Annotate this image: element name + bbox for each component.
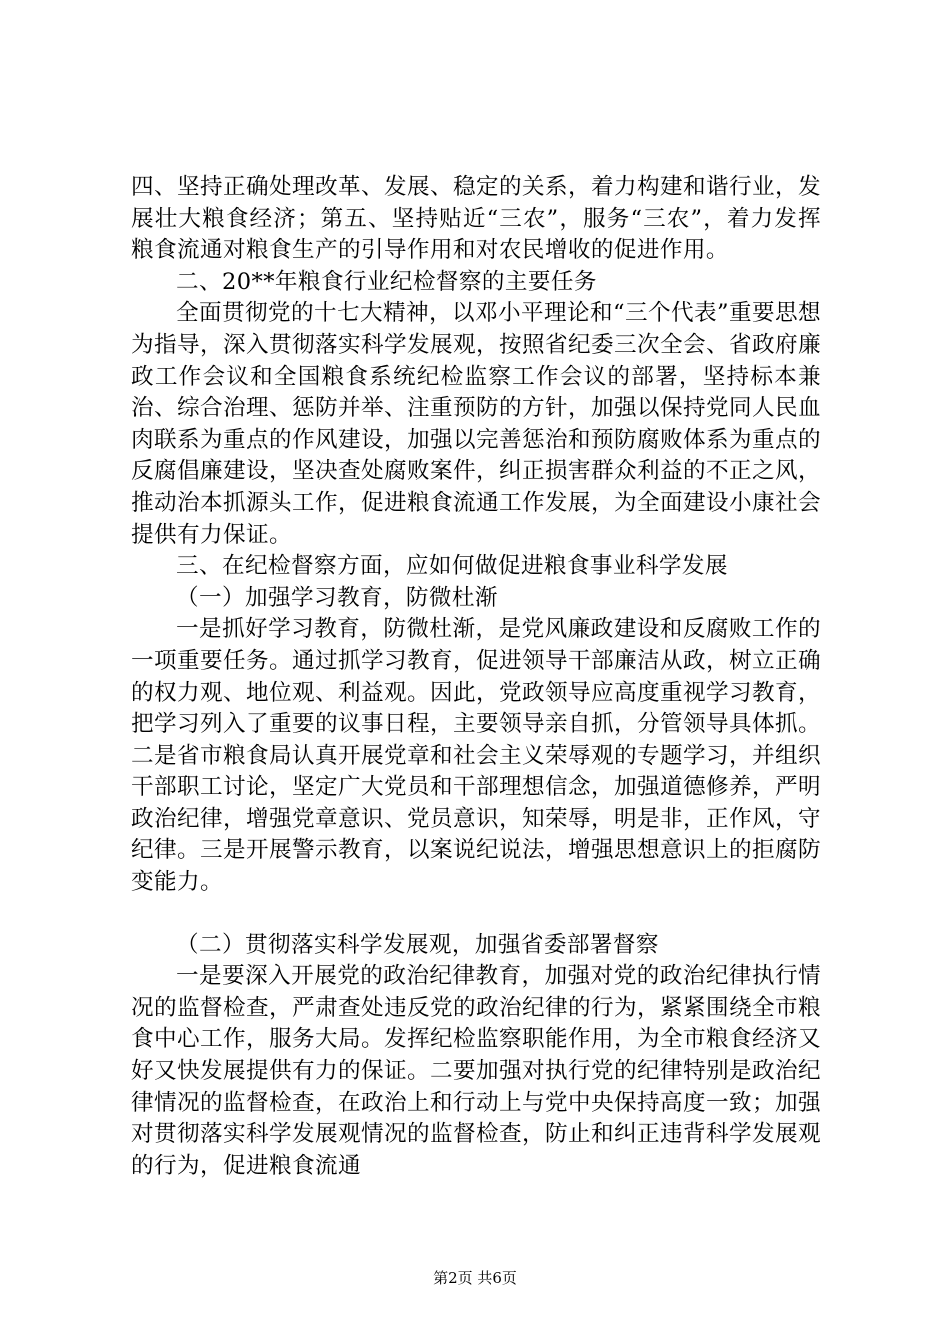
section-heading-3: 三、在纪检督察方面，应如何做促进粮食事业科学发展 — [176, 553, 728, 580]
paragraph-continuation: 四、坚持正确处理改革、发展、稳定的关系，着力构建和谐行业，发展壮大粮食经济；第五、坚持贴近“三农”，服务“三农”，着力发挥粮食流通对粮食生产的引导作用和对农民增收的促进作用。 — [131, 174, 821, 264]
subsection-heading-1: （一）加强学习教育，防微杜渐 — [176, 584, 498, 611]
paragraph-study-education: 一是抓好学习教育，防微杜渐，是党风廉政建设和反腐败工作的一项重要任务。通过抓学习教育，促进领导干部廉洁从政，树立正确的权力观、地位观、利益观。因此，党政领导应高度重视学习教育，把学习列入了重要的议事日程，主要领导亲自抓，分管领导具体抓。二是省市粮食局认真开展党章和社会主义荣辱观的专题学习，并组织干部职工讨论，坚定广大党员和干部理想信念，加强道德修养，严明政治纪律，增强党章意识、党员意识，知荣辱，明是非，正作风，守纪律。三是开展警示教育，以案说纪说法，增强思想意识上的拒腐防变能力。 — [131, 616, 821, 896]
paragraph-political-discipline: 一是要深入开展党的政治纪律教育，加强对党的政治纪律执行情况的监督检查，严肃查处违反党的政治纪律的行为，紧紧围绕全市粮食中心工作，服务大局。发挥纪检监察职能作用，为全市粮食经济又好又快发展提供有力的保证。二要加强对执行党的纪律特别是政治纪律情况的监督检查，在政治上和行动上与党中央保持高度一致；加强对贯彻落实科学发展观情况的监督检查，防止和纠正违背科学发展观的行为，促进粮食流通 — [131, 963, 821, 1179]
document-body — [131, 172, 821, 1182]
section-heading-2: 二、20**年粮食行业纪检督察的主要任务 — [176, 268, 597, 295]
page-number: 第2页 共6页 — [433, 1269, 517, 1287]
paragraph-main-tasks: 全面贯彻党的十七大精神，以邓小平理论和“三个代表”重要思想为指导，深入贯彻落实科学发展观，按照省纪委三次全会、省政府廉政工作会议和全国粮食系统纪检监察工作会议的部署，坚持标本兼治、综合治理、惩防并举、注重预防的方针，加强以保持党同人民血肉联系为重点的作风建设，加强以完善惩治和预防腐败体系为重点的反腐倡廉建设，坚决查处腐败案件，纠正损害群众利益的不正之风，推动治本抓源头工作，促进粮食流通工作发展，为全面建设小康社会提供有力保证。 — [131, 300, 821, 548]
subsection-heading-2: （二）贯彻落实科学发展观，加强省委部署督察 — [176, 931, 659, 958]
